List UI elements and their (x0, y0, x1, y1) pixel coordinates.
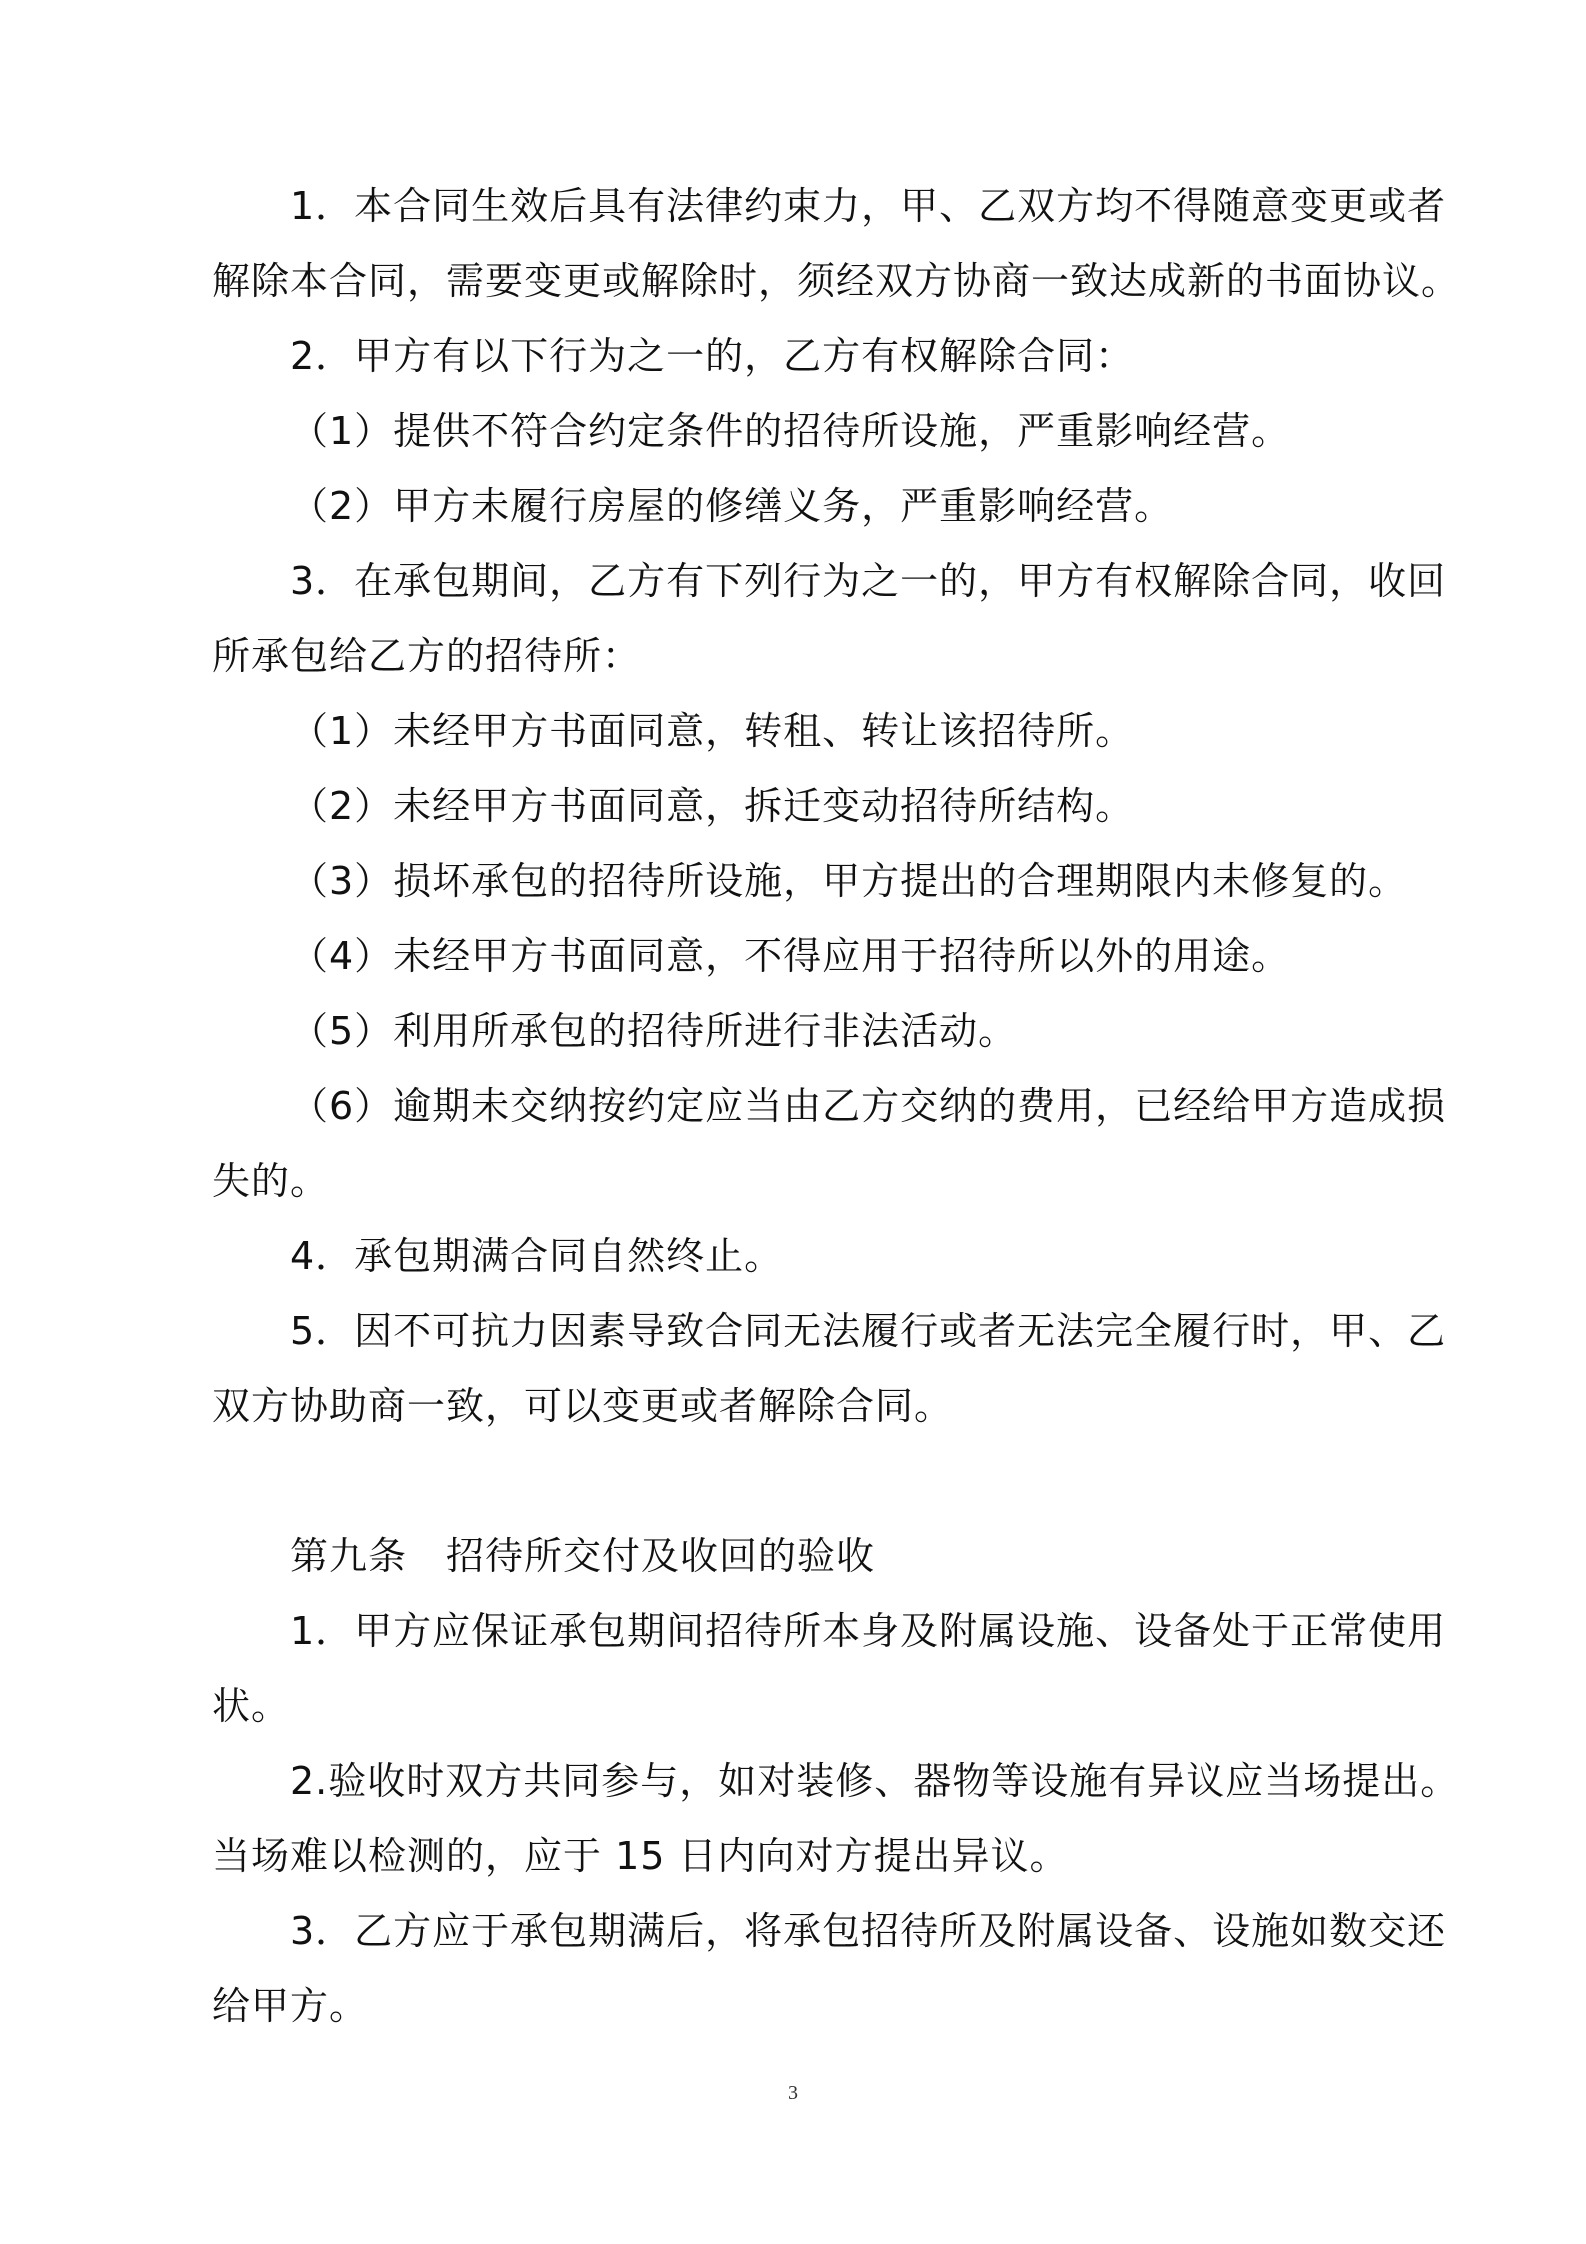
text-line: （6）逾期未交纳按约定应当由乙方交纳的费用，已经给甲方造成损 (290, 1084, 1447, 1128)
text-line: （3）损坏承包的招待所设施，甲方提出的合理期限内未修复的。 (290, 859, 1408, 903)
text-line: （2）甲方未履行房屋的修缮义务，严重影响经营。 (290, 484, 1174, 528)
section-heading: 第九条 招待所交付及收回的验收 (290, 1534, 876, 1578)
text-line: （2）未经甲方书面同意，拆迁变动招待所结构。 (290, 784, 1135, 828)
text-line: 双方协助商一致，可以变更或者解除合同。 (212, 1384, 954, 1428)
text-line: 3．乙方应于承包期满后，将承包招待所及附属设备、设施如数交还 (290, 1909, 1447, 1953)
text-line: 1．甲方应保证承包期间招待所本身及附属设施、设备处于正常使用 (290, 1609, 1447, 1653)
text-line: 状。 (212, 1684, 291, 1728)
text-line: 所承包给乙方的招待所： (212, 634, 642, 678)
text-line: 5．因不可抗力因素导致合同无法履行或者无法完全履行时，甲、乙 (290, 1309, 1447, 1353)
text-line: （1）提供不符合约定条件的招待所设施，严重影响经营。 (290, 409, 1291, 453)
text-line: 失的。 (212, 1159, 330, 1203)
text-line: 当场难以检测的，应于 15 日内向对方提出异议。 (212, 1834, 1069, 1878)
text-line: （4）未经甲方书面同意，不得应用于招待所以外的用途。 (290, 934, 1291, 978)
text-line: 2．甲方有以下行为之一的，乙方有权解除合同： (290, 334, 1135, 378)
text-line: 2.验收时双方共同参与，如对装修、器物等设施有异议应当场提出。 (290, 1759, 1460, 1803)
page-number: 3 (788, 2082, 798, 2104)
text-line: 给甲方。 (212, 1984, 369, 2028)
text-line: 解除本合同，需要变更或解除时，须经双方协商一致达成新的书面协议。 (212, 259, 1461, 303)
text-line: （5）利用所承包的招待所进行非法活动。 (290, 1009, 1018, 1053)
text-line: 3．在承包期间，乙方有下列行为之一的，甲方有权解除合同，收回 (290, 559, 1447, 603)
text-line: （1）未经甲方书面同意，转租、转让该招待所。 (290, 709, 1135, 753)
text-line: 1．本合同生效后具有法律约束力，甲、乙双方均不得随意变更或者 (290, 184, 1447, 228)
text-line: 4．承包期满合同自然终止。 (290, 1234, 784, 1278)
